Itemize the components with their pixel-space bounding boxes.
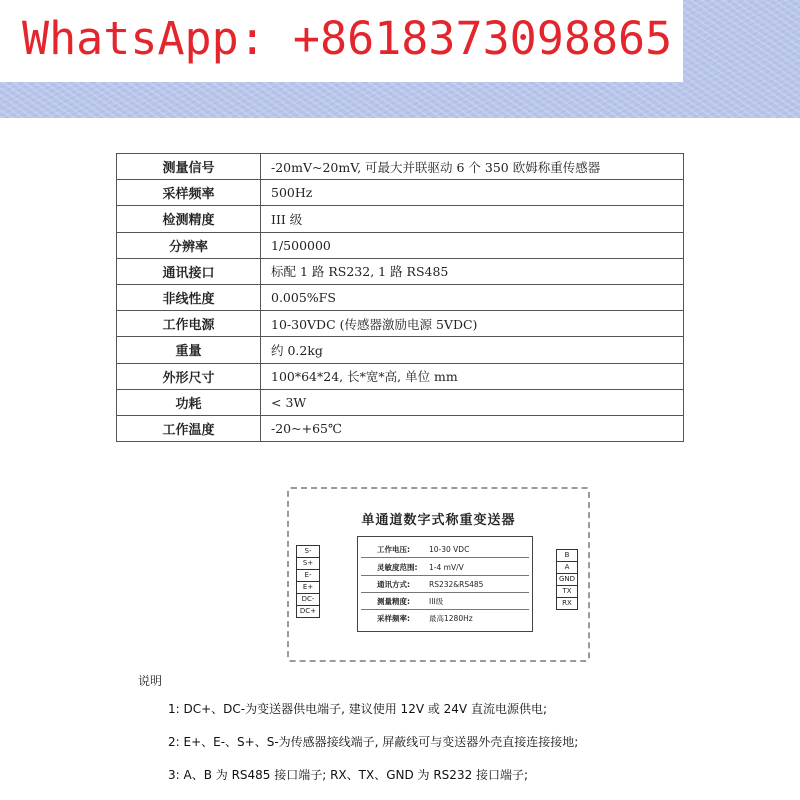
spec-value: 10-30VDC (传感器激励电源 5VDC)	[261, 311, 684, 337]
table-row	[117, 311, 684, 337]
spec-table	[116, 153, 684, 442]
info-row-sampling	[377, 613, 473, 624]
table-row	[117, 389, 684, 415]
terminal-tx: TX	[556, 585, 578, 598]
table-row	[117, 258, 684, 284]
spec-key: 工作温度	[117, 415, 261, 441]
table-row	[117, 154, 684, 180]
info-row-sensitivity	[377, 562, 464, 573]
spec-key: 外形尺寸	[117, 363, 261, 389]
table-row	[117, 363, 684, 389]
terminal-rx: RX	[556, 597, 578, 610]
spec-value: -20~+65℃	[261, 415, 684, 441]
divider	[361, 609, 529, 610]
info-value: 10-30 VDC	[429, 545, 470, 554]
note-item-2: 2: E+、E-、S+、S-为传感器接线端子, 屏蔽线可与变送器外壳直接连接接地;	[168, 735, 579, 749]
terminal-dc-minus: DC-	[296, 593, 320, 606]
terminal-s-plus: S+	[296, 557, 320, 570]
spec-value: 100*64*24, 长*宽*高, 单位 mm	[261, 363, 684, 389]
diagram-title: 单通道数字式称重变送器	[361, 513, 516, 528]
spec-key: 功耗	[117, 389, 261, 415]
spec-value: < 3W	[261, 389, 684, 415]
divider	[361, 557, 529, 558]
info-value: 最高1280Hz	[429, 614, 473, 623]
table-row	[117, 232, 684, 258]
spec-key: 测量信号	[117, 154, 261, 180]
transmitter-wiring-diagram	[287, 487, 590, 662]
info-label: 采样频率:	[377, 614, 410, 623]
info-row-voltage	[377, 544, 469, 555]
whatsapp-contact-text: WhatsApp: +8618373098865	[22, 12, 673, 65]
notes-heading: 说明	[138, 674, 163, 688]
info-label: 工作电压:	[377, 545, 410, 554]
info-value: III级	[429, 597, 444, 606]
spec-key: 重量	[117, 337, 261, 363]
terminal-gnd: GND	[556, 573, 578, 586]
terminal-e-plus: E+	[296, 581, 320, 594]
terminal-dc-plus: DC+	[296, 605, 320, 618]
table-row	[117, 206, 684, 232]
info-value: 1-4 mV/V	[429, 563, 464, 572]
spec-value: 1/500000	[261, 232, 684, 258]
spec-key: 分辨率	[117, 232, 261, 258]
sensor-power-terminal-block	[296, 545, 320, 617]
spec-key: 采样频率	[117, 180, 261, 206]
terminal-e-minus: E-	[296, 569, 320, 582]
comm-terminal-block	[556, 549, 578, 609]
note-item-3: 3: A、B 为 RS485 接口端子; RX、TX、GND 为 RS232 接口端子;	[168, 768, 529, 782]
terminal-a: A	[556, 561, 578, 574]
info-value: RS232&RS485	[429, 580, 484, 589]
spec-value: 标配 1 路 RS232, 1 路 RS485	[261, 258, 684, 284]
info-label: 测量精度:	[377, 597, 410, 606]
spec-value: -20mV~20mV, 可最大并联驱动 6 个 350 欧姆称重传感器	[261, 154, 684, 180]
table-row	[117, 337, 684, 363]
spec-key: 检测精度	[117, 206, 261, 232]
table-row	[117, 415, 684, 441]
spec-key: 非线性度	[117, 284, 261, 310]
spec-key: 通讯接口	[117, 258, 261, 284]
spec-value: 0.005%FS	[261, 284, 684, 310]
spec-value: 500Hz	[261, 180, 684, 206]
divider	[361, 575, 529, 576]
terminal-s-minus: S-	[296, 545, 320, 558]
info-label: 通讯方式:	[377, 580, 410, 589]
spec-key: 工作电源	[117, 311, 261, 337]
spec-value: 约 0.2kg	[261, 337, 684, 363]
note-item-1: 1: DC+、DC-为变送器供电端子, 建议使用 12V 或 24V 直流电源供电;	[168, 702, 548, 716]
spec-value: III 级	[261, 206, 684, 232]
table-row	[117, 284, 684, 310]
whatsapp-banner	[0, 0, 683, 82]
table-row	[117, 180, 684, 206]
info-row-accuracy	[377, 596, 443, 607]
info-label: 灵敏度范围:	[377, 563, 418, 572]
info-row-comm	[377, 579, 483, 590]
terminal-b: B	[556, 549, 578, 562]
divider	[361, 592, 529, 593]
